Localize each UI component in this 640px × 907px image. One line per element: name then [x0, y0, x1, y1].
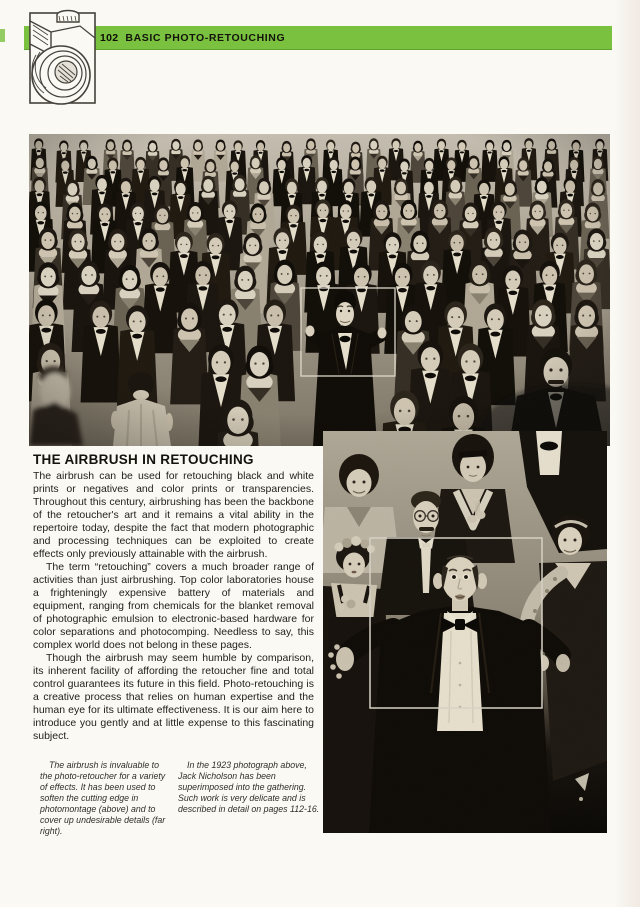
page-number: 102 [100, 31, 119, 44]
caption-left: The airbrush is invaluable to the photo-retoucher for a variety of effects. It has been used to soften the cutting edge in photomontage (above) and to cover up undesirable details (far right). [40, 760, 166, 836]
paragraph: The airbrush can be used for retouching black and white prints or negatives and color prints or transparencies. Throughout this century, airbrushing has been the backbone of the retoucher's art and it remains a vital ability in the repertoire today, despite the fact that modern photographic and processing techniques can be exploited to create effects only previously attainable with the airbrush. [33, 470, 314, 560]
detail-photo-art [323, 431, 607, 833]
page-edge-shadow [614, 0, 640, 907]
paragraph: The term “retouching” covers a much broader range of activities than just airbrushing. Top color laboratories house a frighteningly expensive battery of materials and equipment, ranging from chemicals for the blanket removal of photographic emulsion to electronic-based hardware for color separations and photocomping. Needless to say, this complex world does not belong in these pages. [33, 561, 314, 651]
main-photo [29, 134, 610, 446]
chapter-bar [24, 26, 612, 50]
article-heading: THE AIRBRUSH IN RETOUCHING [33, 452, 254, 467]
paragraph: Though the airbrush may seem humble by comparison, its inherent facility of affording the retoucher fine and total control guarantees its future in this field. Photo-retouching is a creative process that relies on human expertise and the human eye for its ultimate effectiveness. It is our aim here to introduce you gently and at little expense to this fascinating subject. [33, 652, 314, 742]
main-photo-art [29, 134, 610, 446]
camera-icon [24, 8, 104, 108]
caption-right: In the 1923 photograph above, Jack Nicholson has been superimposed into the gathering. Such work is very delicate and is described in detail on pages 112-16. [178, 760, 320, 814]
chapter-title: BASIC PHOTO-RETOUCHING [125, 31, 286, 44]
detail-photo [323, 431, 607, 833]
scan-artifact [0, 29, 5, 42]
article-body [33, 470, 314, 743]
